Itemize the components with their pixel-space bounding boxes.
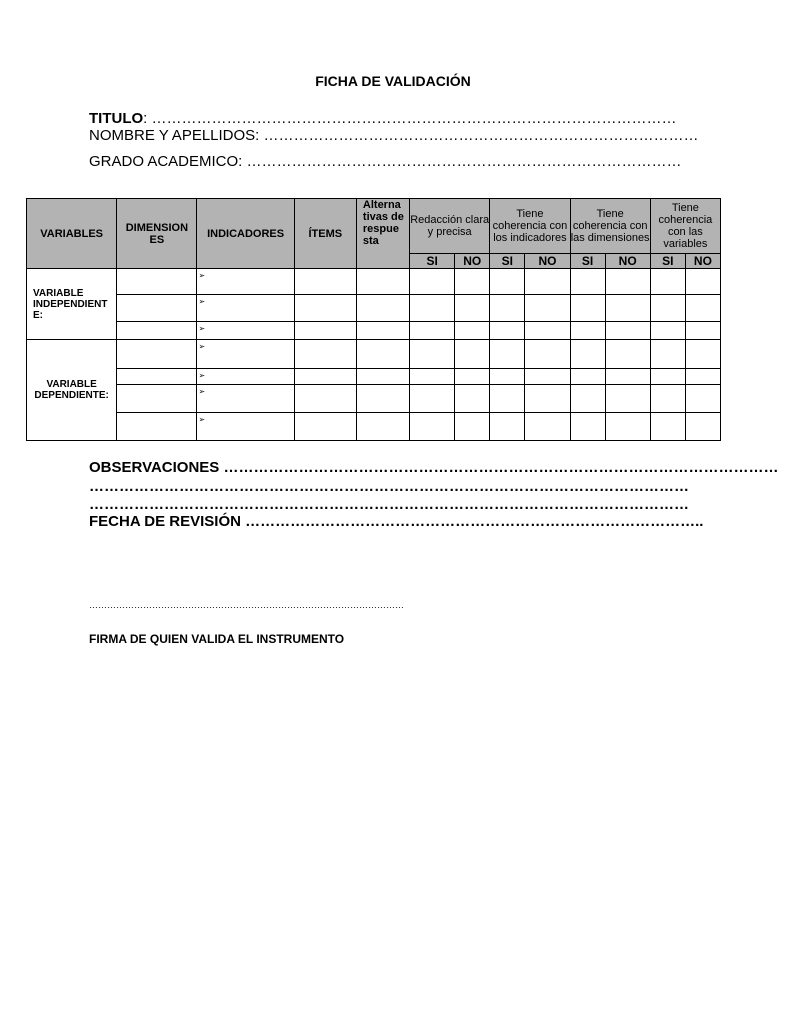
table-cell [117,369,197,385]
table-row [27,322,721,340]
observaciones-dots-1: ………………………………………………………………………………………………………… [89,478,689,495]
header-no: NO [605,254,650,269]
variable-independiente-label: VARIABLE INDEPENDIENT E: [27,269,117,340]
indicator-cell [197,385,294,413]
header-coherencia-indicadores: Tiene coherencia con los indicadores [490,199,570,254]
header-redaccion: Redacción clara y precisa [410,199,490,254]
bullet-arrow-icon: ➢ [198,324,206,333]
indicator-cell [197,340,294,369]
bullet-arrow-icon: ➢ [198,297,206,306]
header-items: ÍTEMS [294,199,356,269]
header-no: NO [525,254,570,269]
page-title: FICHA DE VALIDACIÓN [315,73,471,89]
observaciones-line: OBSERVACIONES ………………………………………………………………………………………………… [89,459,779,476]
titulo-dots: : …………………………………………………………………………………………… [143,110,677,127]
header-variables: VARIABLES [27,199,117,269]
header-coherencia-variables: Tiene coherencia con las variables [650,199,720,254]
titulo-label: TITULO [89,110,144,127]
grado-field: GRADO ACADEMICO: …………………………………………………………………………… [89,153,682,170]
bullet-arrow-icon: ➢ [198,415,206,424]
table-row [27,385,721,413]
bullet-arrow-icon: ➢ [198,271,206,280]
table-cell [117,385,197,413]
header-no: NO [455,254,490,269]
header-si: SI [570,254,605,269]
header-indicadores: INDICADORES [197,199,294,269]
indicator-cell [197,369,294,385]
titulo-field [89,110,689,128]
indicator-cell [197,269,294,295]
table-row [27,369,721,385]
indicator-cell [197,413,294,441]
indicator-cell [197,322,294,340]
header-dimensiones: DIMENSION ES [117,199,197,269]
header-si: SI [410,254,455,269]
header-alternativas: Alterna tivas de respue sta [356,199,409,269]
variable-dependiente-label: VARIABLE DEPENDIENTE: [27,340,117,441]
signature-line: …………………………………………………………………………………………… [89,600,404,610]
table-cell [117,340,197,369]
table-cell [117,413,197,441]
header-coherencia-dimensiones: Tiene coherencia con las dimensiones [570,199,650,254]
bullet-arrow-icon: ➢ [198,387,206,396]
bullet-arrow-icon: ➢ [198,371,206,380]
table-row [27,413,721,441]
validation-table [26,198,721,441]
table-row [27,340,721,369]
header-si: SI [490,254,525,269]
nombre-field: NOMBRE Y APELLIDOS: …………………………………………………………………………… [89,127,699,144]
header-si: SI [650,254,685,269]
header-no: NO [685,254,720,269]
table-cell [117,322,197,340]
signature-label: FIRMA DE QUIEN VALIDA EL INSTRUMENTO [89,632,345,646]
table-row [27,295,721,322]
table-row [27,269,721,295]
table-cell [117,295,197,322]
indicator-cell [197,295,294,322]
observaciones-dots-2: ………………………………………………………………………………………………………… [89,496,689,513]
fecha-revision-line: FECHA DE REVISIÓN ……………………………………………………………………………….. [89,513,704,530]
table-cell [117,269,197,295]
bullet-arrow-icon: ➢ [198,342,206,351]
